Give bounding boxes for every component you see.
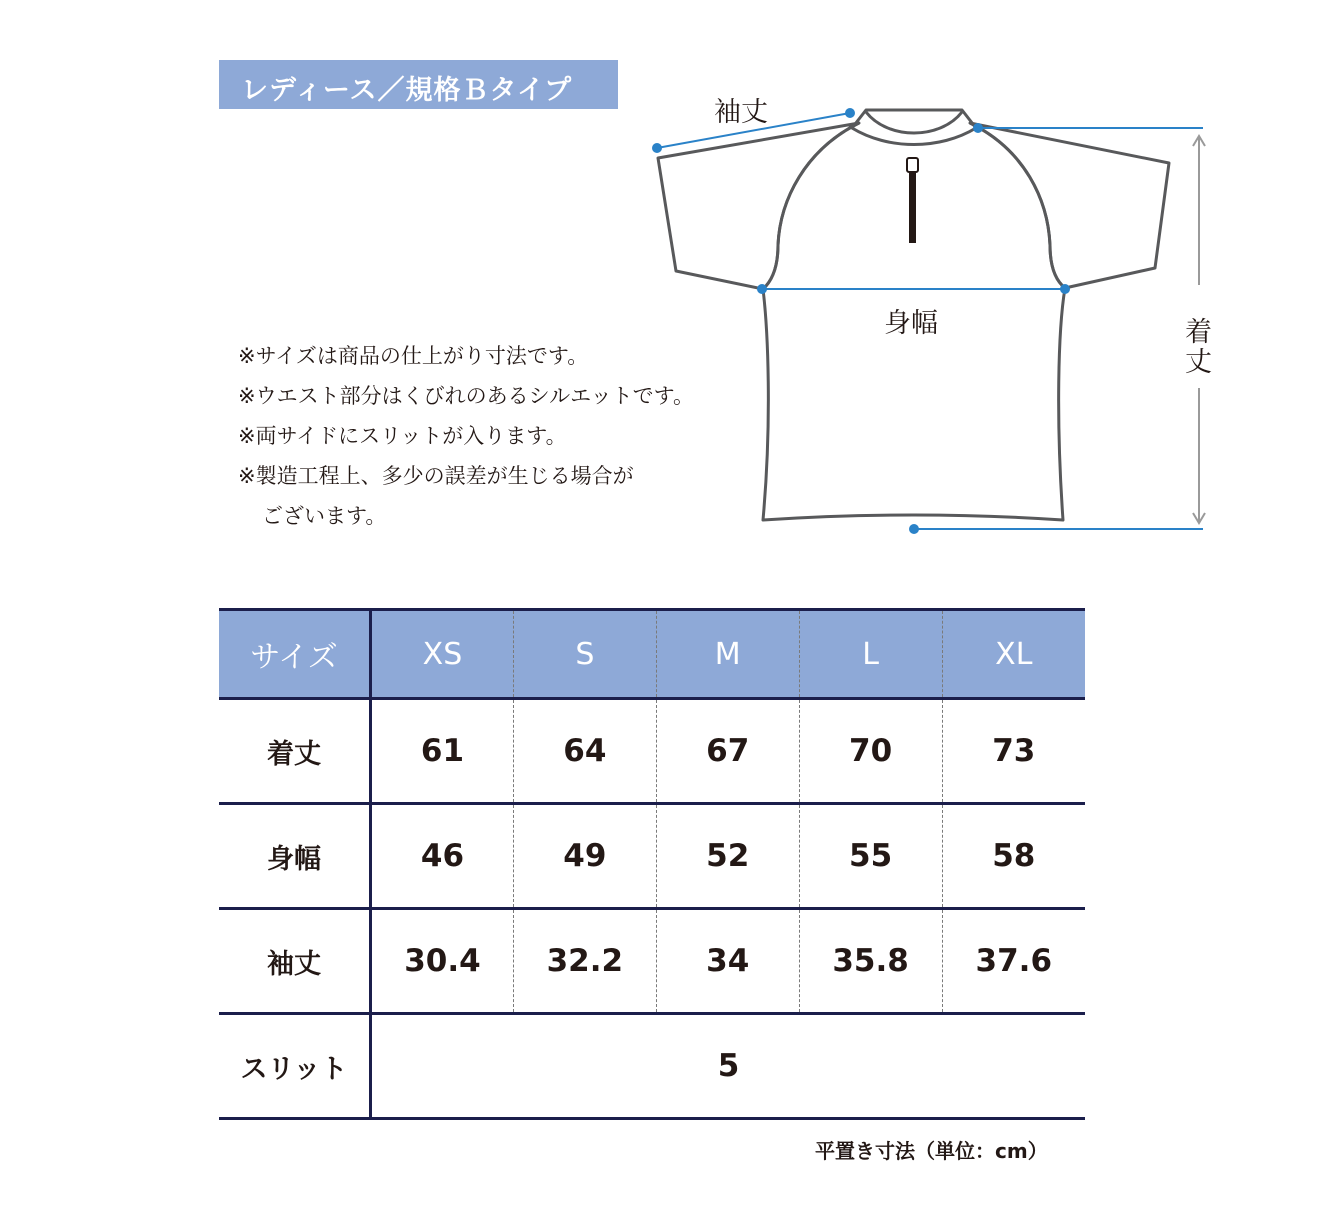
header-size-label: サイズ xyxy=(219,610,371,699)
notes-list xyxy=(238,336,694,536)
table-cell: 35.8 xyxy=(799,909,942,1014)
header-xs: XS xyxy=(371,610,514,699)
zipper xyxy=(907,158,918,243)
unit-note: 平置き寸法（単位：cm） xyxy=(815,1139,1048,1163)
table-cell: 46 xyxy=(371,804,514,909)
note-item: ※サイズは商品の仕上がり寸法です。 xyxy=(238,344,589,368)
sleeve-length-label: 袖丈 xyxy=(714,97,768,128)
header-l: L xyxy=(799,610,942,699)
page-title: レディース／規格Ｂタイプ xyxy=(241,75,573,106)
table-cell: 30.4 xyxy=(371,909,514,1014)
note-item: ございます。 xyxy=(262,504,387,528)
length-label-top: 着 xyxy=(1185,317,1212,348)
table-cell: 49 xyxy=(513,804,656,909)
row-label: 身幅 xyxy=(219,804,371,909)
header-xl: XL xyxy=(942,610,1085,699)
table-cell: 61 xyxy=(371,699,514,804)
body-width-label: 身幅 xyxy=(884,308,938,339)
slit-value: 5 xyxy=(371,1014,1086,1119)
table-row xyxy=(219,699,1085,804)
size-header-row xyxy=(219,610,1085,699)
length-label-bottom: 丈 xyxy=(1185,347,1212,378)
table-cell: 73 xyxy=(942,699,1085,804)
note-item: ※両サイドにスリットが入ります。 xyxy=(238,424,567,448)
note-item: ※ウエスト部分はくびれのあるシルエットです。 xyxy=(238,384,694,408)
table-cell: 37.6 xyxy=(942,909,1085,1014)
table-cell: 70 xyxy=(799,699,942,804)
table-cell: 52 xyxy=(656,804,799,909)
slit-row xyxy=(219,1014,1085,1119)
table-row xyxy=(219,909,1085,1014)
slit-label: スリット xyxy=(219,1014,371,1119)
row-label: 袖丈 xyxy=(219,909,371,1014)
table-row xyxy=(219,804,1085,909)
left-sleeve-outline xyxy=(658,123,859,289)
table-cell: 67 xyxy=(656,699,799,804)
table-cell: 55 xyxy=(799,804,942,909)
header-m: M xyxy=(656,610,799,699)
right-sleeve-outline xyxy=(970,123,1169,288)
size-table xyxy=(219,608,1085,1120)
row-label: 着丈 xyxy=(219,699,371,804)
table-cell: 32.2 xyxy=(513,909,656,1014)
header-s: S xyxy=(513,610,656,699)
table-cell: 64 xyxy=(513,699,656,804)
collar-inner xyxy=(866,112,962,133)
note-item: ※製造工程上、多少の誤差が生じる場合が xyxy=(238,464,634,488)
table-cell: 34 xyxy=(656,909,799,1014)
table-cell: 58 xyxy=(942,804,1085,909)
